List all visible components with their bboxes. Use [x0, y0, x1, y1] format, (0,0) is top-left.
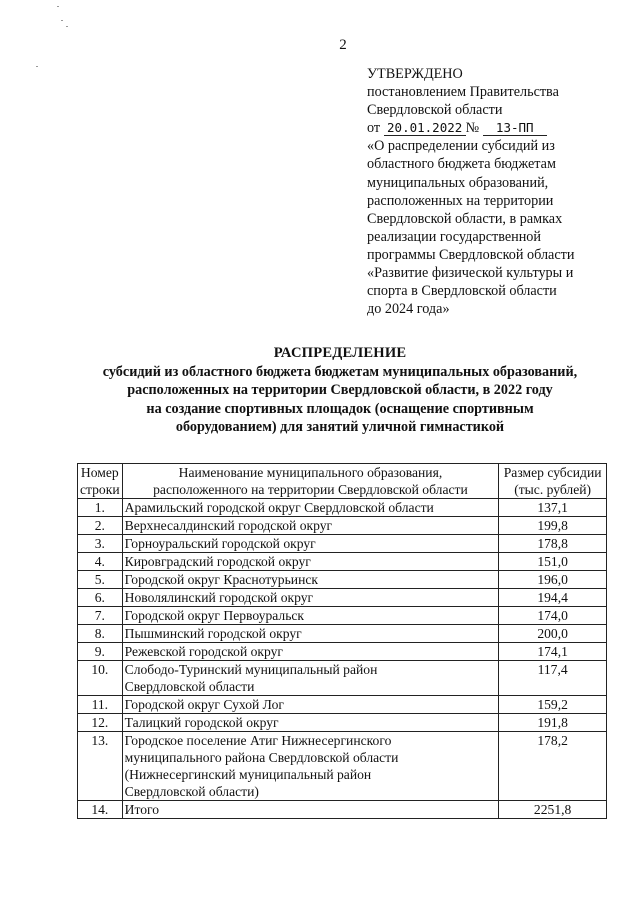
table-body — [78, 499, 607, 819]
municipality-name-line: (Нижнесергинский муниципальный район — [124, 767, 372, 782]
scan-speck — [66, 26, 68, 27]
municipality-name — [122, 571, 499, 589]
row-number: 6. — [78, 589, 123, 607]
municipality-name — [122, 643, 499, 661]
table-row — [78, 801, 607, 819]
header-subsidy-amount — [499, 464, 607, 499]
document-subtitle-line: оборудованием) для занятий уличной гимнастикой — [175, 419, 505, 436]
number-label: № — [465, 120, 480, 137]
header-municipality-line-2: расположенного на территории Свердловской области — [153, 482, 468, 497]
table-row — [78, 661, 607, 696]
approval-subject-line: муниципальных образований, — [367, 174, 549, 191]
approval-subject-line: спорта в Свердловской области — [367, 283, 557, 300]
row-number: 2. — [78, 517, 123, 535]
subsidy-amount: 2251,8 — [499, 801, 607, 819]
table-header-row — [78, 464, 607, 499]
from-label: от — [367, 120, 381, 137]
subsidy-amount: 159,2 — [499, 696, 607, 714]
municipality-name-line: Талицкий городской округ — [124, 715, 279, 730]
subsidy-table — [77, 463, 607, 819]
document-subtitle-line: субсидий из областного бюджета бюджетам муниципальных образований, — [102, 363, 578, 380]
municipality-name — [122, 801, 499, 819]
row-number: 13. — [78, 732, 123, 801]
approval-subject-line: «Развитие физической культуры и — [367, 265, 574, 282]
subsidy-amount: 178,2 — [499, 732, 607, 801]
municipality-name-line: Горноуральский городской округ — [124, 536, 316, 551]
subsidy-amount: 178,8 — [499, 535, 607, 553]
table-row — [78, 643, 607, 661]
approval-subject-line: «О распределении субсидий из — [367, 138, 555, 155]
row-number: 12. — [78, 714, 123, 732]
subsidy-amount: 137,1 — [499, 499, 607, 517]
header-row-number-line-2: строки — [80, 482, 120, 497]
subsidy-amount: 199,8 — [499, 517, 607, 535]
scan-speck — [57, 6, 59, 7]
municipality-name — [122, 589, 499, 607]
approval-subject-line: программы Свердловской области — [367, 246, 575, 263]
municipality-name — [122, 714, 499, 732]
header-subsidy-amount-line-2: (тыс. рублей) — [514, 482, 592, 497]
approval-subject-line: реализации государственной — [367, 228, 541, 245]
subsidy-amount: 194,4 — [499, 589, 607, 607]
approval-subject-line: до 2024 года» — [367, 301, 450, 318]
municipality-name-line: Городской округ Краснотурьинск — [124, 572, 318, 587]
subsidy-amount: 191,8 — [499, 714, 607, 732]
approval-subject-line: Свердловской области, в рамках — [367, 210, 563, 227]
document-subtitle-line: расположенных на территории Свердловской области, в 2022 году — [127, 382, 553, 399]
table-row — [78, 499, 607, 517]
municipality-name-line: Верхнесалдинский городской округ — [124, 518, 333, 533]
approval-line-1: постановлением Правительства — [367, 84, 559, 101]
municipality-name-line: Пышминский городской округ — [124, 626, 302, 641]
municipality-name-line: Слободо-Туринский муниципальный район — [124, 662, 378, 677]
page-number: 2 — [339, 37, 347, 53]
scan-speck — [36, 66, 38, 67]
municipality-name-line: Свердловской области) — [124, 784, 259, 799]
table-row — [78, 732, 607, 801]
municipality-name — [122, 625, 499, 643]
document-subtitle-line: на создание спортивных площадок (оснащение спортивным — [146, 400, 534, 417]
municipality-name-line: Режевской городской округ — [124, 644, 284, 659]
subsidy-amount: 174,1 — [499, 643, 607, 661]
row-number: 7. — [78, 607, 123, 625]
municipality-name-line: Городской округ Первоуральск — [124, 608, 305, 623]
municipality-name-line: Новолялинский городской округ — [124, 590, 314, 605]
header-row-number-line-1: Номер — [80, 465, 119, 480]
municipality-name-line: Кировградский городской округ — [124, 554, 311, 569]
row-number: 14. — [78, 801, 123, 819]
municipality-name — [122, 607, 499, 625]
approval-subject-line: расположенных на территории — [367, 192, 554, 209]
scan-speck — [61, 20, 63, 21]
municipality-name — [122, 535, 499, 553]
subsidy-amount: 117,4 — [499, 661, 607, 696]
row-number: 10. — [78, 661, 123, 696]
header-municipality — [122, 464, 499, 499]
municipality-name — [122, 696, 499, 714]
table-row — [78, 589, 607, 607]
municipality-name — [122, 661, 499, 696]
municipality-name-line: Свердловской области — [124, 679, 255, 694]
row-number: 11. — [78, 696, 123, 714]
document-subtitle — [60, 363, 620, 437]
table-row — [78, 625, 607, 643]
municipality-name — [122, 732, 499, 801]
table-row — [78, 607, 607, 625]
approval-stamp — [367, 65, 617, 318]
row-number: 1. — [78, 499, 123, 517]
subsidy-amount: 174,0 — [499, 607, 607, 625]
approval-number: 13-ПП — [483, 120, 547, 136]
municipality-name-line: Итого — [124, 802, 160, 817]
table-row — [78, 571, 607, 589]
row-number: 8. — [78, 625, 123, 643]
municipality-name — [122, 499, 499, 517]
approval-subject — [367, 137, 617, 318]
approval-date-line — [367, 119, 617, 137]
subsidy-amount: 151,0 — [499, 553, 607, 571]
approval-line-2: Свердловской области — [367, 102, 503, 119]
municipality-name-line: Арамильский городской округ Свердловской области — [124, 500, 434, 515]
municipality-name-line: Городской округ Сухой Лог — [124, 697, 284, 712]
header-subsidy-amount-line-1: Размер субсидии — [503, 465, 602, 480]
row-number: 4. — [78, 553, 123, 571]
row-number: 9. — [78, 643, 123, 661]
header-municipality-line-1: Наименование муниципального образования, — [178, 465, 443, 480]
approval-subject-line: областного бюджета бюджетам — [367, 156, 556, 173]
approval-date: 20.01.2022 — [384, 120, 466, 136]
table-row — [78, 517, 607, 535]
row-number: 5. — [78, 571, 123, 589]
header-row-number — [78, 464, 123, 499]
subsidy-amount: 200,0 — [499, 625, 607, 643]
table-row — [78, 696, 607, 714]
document-heading: РАСПРЕДЕЛЕНИЕ — [273, 345, 407, 361]
table-row — [78, 714, 607, 732]
approval-title: УТВЕРЖДЕНО — [367, 66, 463, 82]
subsidy-amount: 196,0 — [499, 571, 607, 589]
row-number: 3. — [78, 535, 123, 553]
municipality-name-line: муниципального района Свердловской области — [124, 750, 399, 765]
table-row — [78, 553, 607, 571]
table-row — [78, 535, 607, 553]
municipality-name — [122, 553, 499, 571]
document-title — [60, 344, 620, 437]
municipality-name-line: Городское поселение Атиг Нижнесергинского — [124, 733, 392, 748]
municipality-name — [122, 517, 499, 535]
